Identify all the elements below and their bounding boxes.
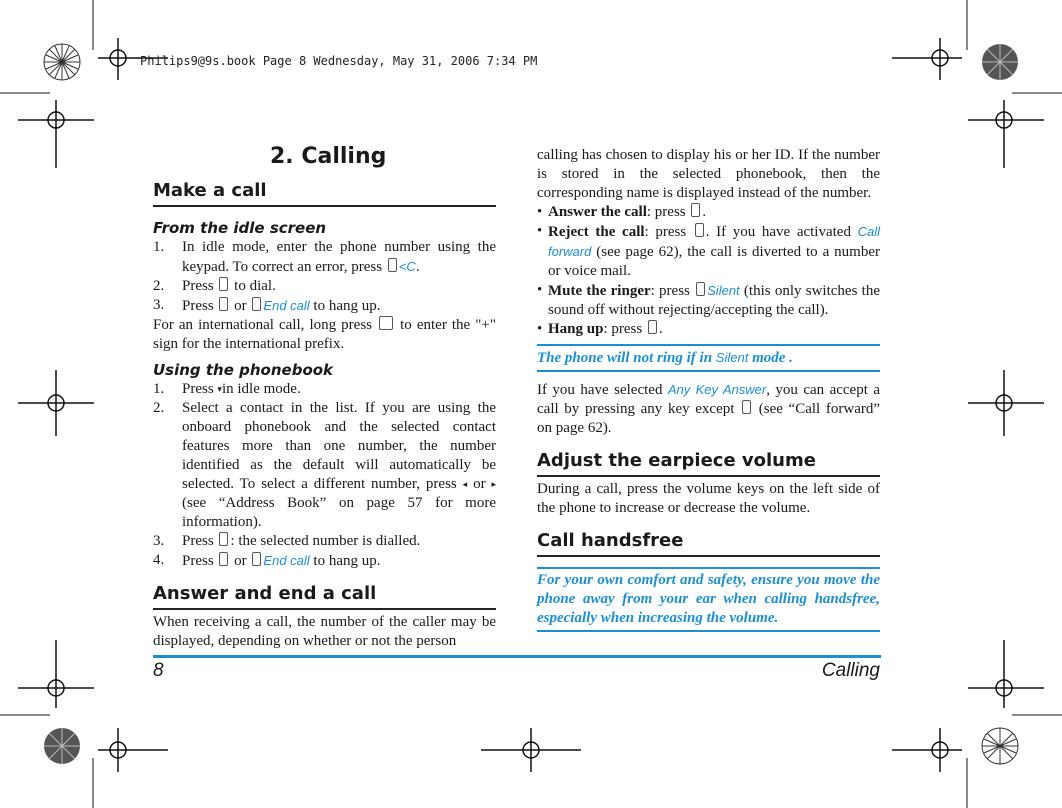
phonebook-step-4: 4. Press or End call to hang up.	[153, 552, 381, 569]
silent-menu-label: Silent	[707, 283, 740, 298]
handsfree-note-rule-top	[537, 567, 880, 569]
end-call-menu-label: End call	[263, 298, 310, 313]
end-key-icon	[742, 400, 751, 414]
footer-chapter-name: Calling	[821, 660, 880, 681]
note-rule-bottom	[537, 370, 880, 372]
end-call-menu-label: End call	[263, 553, 310, 568]
right-column	[537, 146, 880, 632]
make-call-heading: Make a call	[153, 180, 496, 207]
idle-screen-heading: From the idle screen	[153, 219, 327, 237]
volume-text: During a call, press the volume keys on the left side of the phone to increase or decrease the volume.	[537, 481, 880, 516]
softkey-icon	[252, 297, 261, 311]
end-key-icon	[648, 320, 657, 334]
reject-call-item: • Reject the call: press . If you have activated Call forward (see page 62), the call is diverted to a number or voice mail.	[537, 223, 880, 279]
handsfree-safety-note: For your own comfort and safety, ensure you move the phone away from your ear when calling handsfree, especially when increasing the volume.	[537, 572, 880, 626]
star-key-icon	[379, 316, 393, 330]
footer-rule	[153, 655, 881, 658]
answer-intro-text: When receiving a call, the number of the caller may be displayed, depending on whether or not the person	[153, 614, 496, 649]
call-forward-menu-label: Call forward	[548, 224, 880, 259]
any-key-answer-text: If you have selected Any Key Answer, you can accept a call by pressing any key except (see “Call forward” on page 62).	[537, 382, 880, 436]
international-call-text: For an international call, long press to enter the "+" sign for the international prefix.	[153, 317, 496, 352]
handsfree-heading: Call handsfree	[537, 530, 880, 557]
softkey-icon	[252, 552, 261, 566]
chapter-title: 2. Calling	[270, 144, 387, 169]
nav-down-icon: ▾	[217, 384, 222, 394]
clear-key-icon	[388, 258, 397, 272]
phonebook-step-3: 3. Press : the selected number is dialled.	[153, 533, 421, 549]
caller-id-text: calling has chosen to display his or her ID. If the number is stored in the selected phonebook, then the corresponding name is displayed instead of the number.	[537, 147, 880, 201]
hang-up-item: • Hang up: press .	[537, 321, 663, 337]
silent-mode-note: The phone will not ring if in Silent mode .	[537, 350, 793, 366]
idle-step-2: 2. Press to dial.	[153, 278, 276, 294]
page-number: 8	[153, 660, 164, 681]
answer-call-item: • Answer the call: press .	[537, 204, 707, 220]
phonebook-heading: Using the phonebook	[153, 361, 334, 379]
phonebook-step-1: 1. Press ▾in idle mode.	[153, 381, 301, 397]
clear-menu-label: <C	[398, 259, 416, 274]
call-key-icon	[691, 203, 700, 217]
end-key-icon	[219, 297, 228, 311]
nav-left-icon: ◂	[462, 479, 468, 489]
idle-step-1: 1. In idle mode, enter the phone number using the keypad. To correct an error, press <C.	[153, 239, 496, 275]
mute-ringer-item: • Mute the ringer: press Silent (this only switches the sound off without rejecting/accepting the call).	[537, 282, 880, 318]
nav-right-icon: ▸	[491, 479, 496, 489]
note-rule-top	[537, 344, 880, 346]
end-key-icon	[695, 223, 704, 237]
idle-step-3: 3. Press or End call to hang up.	[153, 297, 381, 314]
book-file-header: Philips9@9s.book Page 8 Wednesday, May 31, 2006 7:34 PM	[140, 54, 538, 68]
volume-heading: Adjust the earpiece volume	[537, 450, 880, 477]
call-key-icon	[219, 277, 228, 291]
phonebook-step-2: 2. Select a contact in the list. If you are using the onboard phonebook and the selected contact features more than one number, the number identified as the default will automatically be selected. To select a different number, press ◂ or ▸ (see “Address Book” on page 57 for more information).	[153, 400, 496, 530]
handsfree-note-rule-bottom	[537, 630, 880, 632]
call-key-icon	[219, 532, 228, 546]
left-column	[153, 180, 496, 651]
end-key-icon	[219, 552, 228, 566]
any-key-answer-menu-label: Any Key Answer	[667, 382, 767, 397]
answer-end-heading: Answer and end a call	[153, 583, 496, 610]
softkey-icon	[696, 282, 705, 296]
